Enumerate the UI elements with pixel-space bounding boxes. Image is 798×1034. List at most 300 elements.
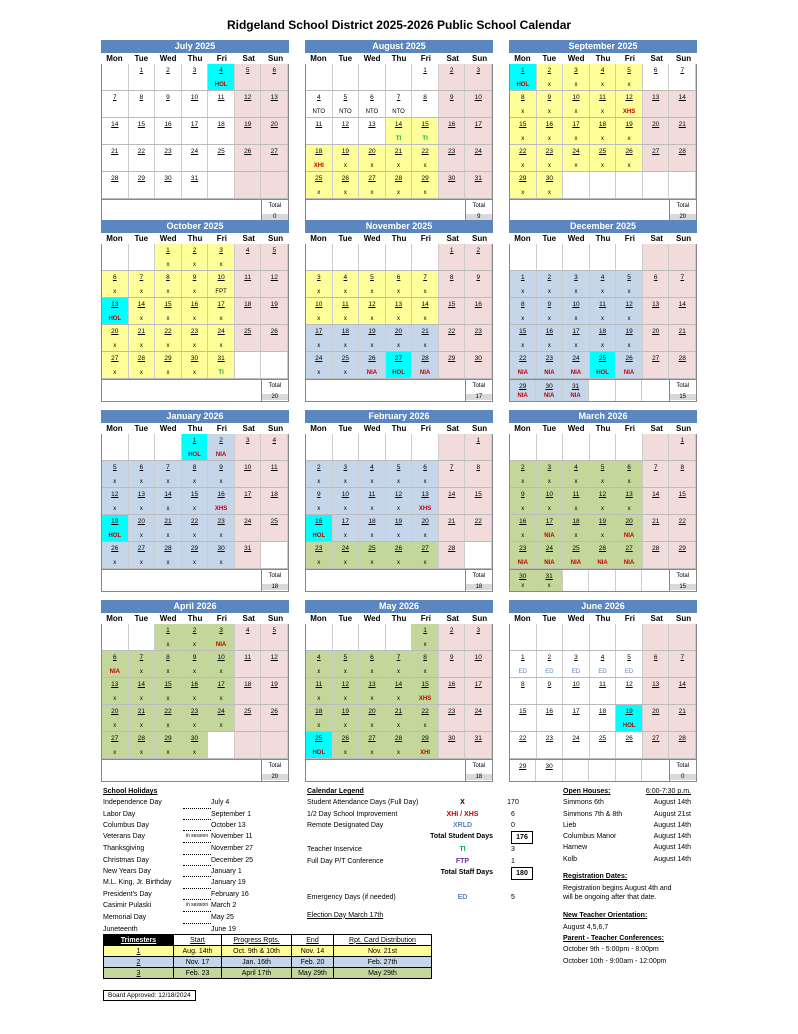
day-cell <box>386 91 413 117</box>
week-row <box>102 488 288 515</box>
day-cell <box>616 298 643 324</box>
day-cell <box>616 705 643 731</box>
day-cell <box>465 244 492 270</box>
day-cell <box>102 651 129 677</box>
trimester-header: Rpt. Card Distribution <box>334 935 432 946</box>
day-cell <box>537 172 564 198</box>
holiday-name: New Years Day <box>103 868 151 876</box>
day-cell <box>235 352 262 378</box>
day-cell <box>412 678 439 704</box>
day-number: 21 <box>678 328 686 335</box>
holiday-date: October 13 <box>211 821 246 829</box>
day-code: ED <box>518 669 527 675</box>
holiday-row <box>103 820 263 831</box>
day-cell <box>669 651 696 677</box>
holidays-heading: School Holidays <box>103 788 158 795</box>
day-number: 2 <box>547 274 552 281</box>
school-name: Kolb <box>563 855 578 863</box>
day-code: x <box>343 190 347 196</box>
day-number: 8 <box>423 94 427 101</box>
day-number: 10 <box>217 654 225 661</box>
day-cell <box>235 91 262 117</box>
month-header: May 2026 <box>305 600 493 613</box>
day-number: 30 <box>164 175 172 182</box>
legend-row <box>307 856 547 867</box>
day-code: x <box>423 163 427 169</box>
dow-label: Sun <box>472 614 488 623</box>
day-number: 1 <box>192 437 197 444</box>
day-code: x <box>139 723 143 729</box>
day-cell <box>537 325 564 351</box>
day-cell <box>643 434 670 460</box>
day-cell <box>669 325 696 351</box>
day-code: x <box>370 479 374 485</box>
day-code: x <box>139 696 143 702</box>
day-code: x <box>397 479 401 485</box>
dow-label: Thu <box>391 424 407 433</box>
dow-label: Sat <box>446 54 459 63</box>
day-number: 30 <box>448 175 456 182</box>
legend-row <box>307 820 547 831</box>
day-cell <box>510 352 537 378</box>
day-cell <box>465 325 492 351</box>
day-code: x <box>397 723 401 729</box>
day-cell <box>510 118 537 144</box>
holiday-note <box>183 797 211 808</box>
day-number: 9 <box>316 491 321 498</box>
day-cell <box>306 325 333 351</box>
day-cell <box>412 651 439 677</box>
day-code: NIA <box>544 533 555 539</box>
day-cell <box>510 515 537 541</box>
day-code: x <box>547 479 551 485</box>
day-number: 14 <box>678 301 686 308</box>
day-cell <box>155 244 182 270</box>
day-cell <box>261 732 288 758</box>
day-number: 26 <box>341 175 349 182</box>
legend-label: Total Student Days <box>430 833 493 841</box>
legend-label: 1/2 Day School Improvement <box>307 810 398 818</box>
day-code: NIA <box>215 642 227 648</box>
dow-label: Fri <box>624 614 635 623</box>
day-number: 17 <box>572 328 580 335</box>
legend-code: ED <box>457 894 468 902</box>
day-number: 25 <box>270 518 278 525</box>
day-number: 23 <box>217 518 225 525</box>
day-code: x <box>193 506 197 512</box>
day-code: x <box>574 479 578 485</box>
day-number: 24 <box>545 545 553 552</box>
day-number: 13 <box>625 491 633 498</box>
total-label: Total <box>676 763 690 769</box>
day-number: 27 <box>368 175 376 182</box>
day-cell <box>465 271 492 297</box>
day-code: NIA <box>570 393 581 399</box>
day-cell <box>669 118 696 144</box>
day-code: x <box>193 316 197 322</box>
day-cell <box>359 64 386 90</box>
day-number: 22 <box>519 355 527 362</box>
open-houses <box>563 786 691 967</box>
day-cell <box>235 732 262 758</box>
day-code: x <box>219 316 223 322</box>
day-number: 25 <box>598 735 607 742</box>
day-cell <box>386 271 413 297</box>
total-value: 0 <box>670 774 696 780</box>
day-cell <box>412 542 439 568</box>
trimester-cell: Aug. 14th <box>174 946 222 957</box>
dow-label: Sun <box>676 54 692 63</box>
day-number: 30 <box>545 175 553 182</box>
legend-row <box>307 809 547 820</box>
day-cell <box>333 271 360 297</box>
day-cell <box>359 271 386 297</box>
day-cell <box>129 145 156 171</box>
week-row <box>306 678 492 705</box>
dow-label: Wed <box>159 424 177 433</box>
day-code: x <box>219 696 223 702</box>
day-code: x <box>601 163 605 169</box>
day-cell <box>208 488 235 514</box>
day-cell <box>155 651 182 677</box>
dow-label: Sat <box>650 234 663 243</box>
dow-label: Thu <box>187 54 203 63</box>
day-code: NIA <box>215 452 227 458</box>
day-number: 1 <box>520 654 525 661</box>
day-number: 9 <box>476 274 481 281</box>
holiday-note <box>183 820 211 831</box>
week-row <box>306 244 492 271</box>
day-cell <box>261 705 288 731</box>
day-number: 8 <box>166 654 170 661</box>
month-8 <box>509 410 697 592</box>
day-cell <box>590 244 617 270</box>
day-cell <box>386 624 413 650</box>
dow-label: Thu <box>391 234 407 243</box>
dow-label: Sun <box>268 234 284 243</box>
day-cell <box>563 298 590 324</box>
day-code: x <box>193 289 197 295</box>
day-cell <box>563 624 590 650</box>
day-code: x <box>397 316 401 322</box>
day-code: HOL <box>622 723 636 729</box>
dow-label: Mon <box>310 54 327 63</box>
day-cell <box>235 434 262 460</box>
day-number: 7 <box>423 274 427 281</box>
day-number: 8 <box>476 464 481 471</box>
day-code: x <box>113 343 117 349</box>
day-cell <box>359 624 386 650</box>
day-cell <box>590 145 617 171</box>
day-number: 26 <box>625 735 633 742</box>
day-cell <box>182 325 209 351</box>
day-cell <box>102 488 129 514</box>
day-number: 20 <box>111 708 119 715</box>
day-cell <box>261 325 288 351</box>
week-row <box>510 244 696 271</box>
day-number: 4 <box>600 67 605 74</box>
total-value: 18 <box>466 584 492 590</box>
day-cell <box>563 64 590 90</box>
total-label: Total <box>676 573 690 579</box>
day-number: 23 <box>474 328 482 335</box>
holiday-date: March 2 <box>211 901 237 909</box>
day-cell <box>208 325 235 351</box>
dow-label: Tue <box>542 614 557 623</box>
day-cell <box>102 624 129 650</box>
day-code: x <box>193 533 197 539</box>
day-number: 4 <box>370 464 374 471</box>
day-cell <box>669 91 696 117</box>
day-number: 20 <box>625 518 633 525</box>
open-house-row <box>563 831 691 842</box>
day-number: 7 <box>680 274 685 281</box>
day-number: 15 <box>474 491 482 498</box>
day-number: 27 <box>111 735 119 742</box>
day-code: x <box>219 533 223 539</box>
week-row <box>510 542 696 569</box>
day-number: 2 <box>316 464 321 471</box>
day-code: x <box>219 560 223 566</box>
day-number: 16 <box>474 301 482 308</box>
day-cell <box>155 145 182 171</box>
day-number: 22 <box>421 708 429 715</box>
day-code: HOL <box>392 370 405 376</box>
day-number: 8 <box>192 464 197 471</box>
dow-label: Thu <box>391 614 407 623</box>
day-number: 16 <box>448 121 456 128</box>
day-number: 28 <box>137 355 145 362</box>
day-cell <box>386 678 413 704</box>
dow-label: Fri <box>216 234 227 243</box>
day-code: x <box>166 533 170 539</box>
day-number: 3 <box>476 627 481 634</box>
day-cell <box>306 488 333 514</box>
week-row <box>102 515 288 542</box>
day-code: x <box>423 479 427 485</box>
day-cell <box>669 352 696 378</box>
day-cell <box>412 298 439 324</box>
day-cell <box>563 570 589 591</box>
day-cell <box>563 91 590 117</box>
day-cell <box>465 515 492 541</box>
day-number: 9 <box>520 491 525 498</box>
dow-label: Sun <box>472 424 488 433</box>
day-code: x <box>397 696 401 702</box>
day-number: 19 <box>625 121 633 128</box>
day-cell <box>590 624 617 650</box>
day-number: 4 <box>343 274 348 281</box>
day-cell <box>155 64 182 90</box>
day-number: 5 <box>370 274 374 281</box>
week-row-total <box>102 379 288 402</box>
day-code: x <box>219 343 223 349</box>
day-cell <box>359 461 386 487</box>
conferences-line1: October 9th - 5:00pm - 8:00pm <box>563 946 659 954</box>
month-header: July 2025 <box>101 40 289 53</box>
day-number: 9 <box>449 654 454 661</box>
day-cell <box>616 352 643 378</box>
month-0 <box>101 40 289 222</box>
day-cell <box>359 705 386 731</box>
trimester-cell: 3 <box>104 968 174 979</box>
day-code: NIA <box>517 393 528 399</box>
day-number: 2 <box>547 654 552 661</box>
day-number: 15 <box>164 301 172 308</box>
day-cell <box>306 172 333 198</box>
week-row <box>102 118 288 145</box>
day-cell <box>465 651 492 677</box>
day-cell <box>439 325 466 351</box>
month-10 <box>305 600 493 782</box>
day-cell <box>563 678 590 704</box>
week-row <box>102 298 288 325</box>
dow-label: Mon <box>106 424 123 433</box>
day-cell <box>537 678 564 704</box>
day-code: x <box>317 343 321 349</box>
day-code: x <box>601 136 605 142</box>
day-code: x <box>521 583 525 589</box>
day-number: 1 <box>423 67 427 74</box>
day-cell <box>590 298 617 324</box>
holiday-row <box>103 877 263 888</box>
total-label: Total <box>472 383 486 389</box>
day-cell <box>439 352 466 378</box>
day-cell <box>510 760 536 781</box>
week-row <box>102 145 288 172</box>
day-cell <box>643 172 670 198</box>
dow-label: Sun <box>268 614 284 623</box>
day-number: 12 <box>394 491 403 498</box>
week-row <box>102 461 288 488</box>
day-cell <box>235 271 262 297</box>
week-row-total <box>510 569 696 592</box>
dow-label: Sat <box>242 234 255 243</box>
day-code: x <box>343 696 347 702</box>
day-number: 17 <box>190 121 199 128</box>
day-cell <box>669 624 696 650</box>
day-number: 23 <box>190 328 199 335</box>
day-code: x <box>397 190 401 196</box>
day-cell <box>465 461 492 487</box>
day-code: x <box>370 750 374 756</box>
day-number: 17 <box>217 681 225 688</box>
day-cell <box>386 64 413 90</box>
day-cell <box>590 515 617 541</box>
day-number: 18 <box>598 328 607 335</box>
day-cell <box>510 542 537 568</box>
day-code: x <box>166 316 170 322</box>
dow-label: Mon <box>514 54 531 63</box>
day-cell <box>616 651 643 677</box>
day-cell <box>306 298 333 324</box>
day-code: x <box>166 506 170 512</box>
day-cell <box>129 488 156 514</box>
registration-text1: Registration begins August 4th and <box>563 885 672 893</box>
day-cell <box>537 434 564 460</box>
holiday-note <box>183 889 211 900</box>
day-number: 9 <box>192 274 197 281</box>
day-code: x <box>627 82 631 88</box>
week-row-total <box>306 379 492 402</box>
dow-label: Tue <box>542 424 557 433</box>
trimester-cell: May 29th <box>292 968 334 979</box>
day-number: 18 <box>270 491 278 498</box>
day-number: 8 <box>423 654 427 661</box>
day-code: x <box>521 109 525 115</box>
month-header: September 2025 <box>509 40 697 53</box>
day-code: x <box>521 289 525 295</box>
week-row <box>510 64 696 91</box>
page-title: Ridgeland School District 2025-2026 Public School Calendar <box>226 18 572 32</box>
day-number: 23 <box>545 735 553 742</box>
day-cell <box>208 732 235 758</box>
day-cell <box>261 488 288 514</box>
day-cell <box>129 244 156 270</box>
day-number: 7 <box>653 464 658 471</box>
day-number: 29 <box>519 383 527 390</box>
day-number: 22 <box>678 518 686 525</box>
day-cell <box>306 434 333 460</box>
day-cell <box>102 172 129 198</box>
trimester-header: Start <box>174 935 222 946</box>
week-row <box>102 244 288 271</box>
day-cell <box>359 515 386 541</box>
total-value: 0 <box>262 214 288 220</box>
day-code: NTO <box>392 109 405 115</box>
day-number: 26 <box>368 355 376 362</box>
dow-label: Sat <box>446 234 459 243</box>
holiday-row <box>103 900 263 912</box>
day-cell <box>306 624 333 650</box>
day-cell <box>359 678 386 704</box>
day-number: 11 <box>599 301 606 308</box>
day-number: 18 <box>217 121 225 128</box>
day-number: 20 <box>368 708 376 715</box>
day-cell <box>510 624 537 650</box>
day-cell <box>333 298 360 324</box>
day-number: 10 <box>572 94 580 101</box>
day-number: 5 <box>627 274 631 281</box>
day-number: 30 <box>545 383 553 390</box>
day-code: x <box>423 533 427 539</box>
day-code: x <box>547 82 551 88</box>
day-code: x <box>317 560 321 566</box>
day-code: x <box>370 163 374 169</box>
day-cell <box>563 542 590 568</box>
day-cell <box>439 298 466 324</box>
legend-row <box>307 831 547 844</box>
day-number: 16 <box>190 301 199 308</box>
day-number: 10 <box>572 681 580 688</box>
day-number: 9 <box>219 464 223 471</box>
day-cell <box>465 172 492 198</box>
day-code: x <box>166 669 170 675</box>
day-cell <box>129 325 156 351</box>
day-number: 8 <box>520 681 525 688</box>
day-number: 3 <box>219 247 223 254</box>
day-number: 13 <box>652 301 660 308</box>
day-cell <box>669 705 696 731</box>
day-cell <box>563 352 590 378</box>
day-number: 20 <box>394 328 403 335</box>
day-code: x <box>343 163 347 169</box>
day-cell <box>510 298 537 324</box>
day-cell <box>306 145 333 171</box>
day-cell <box>359 244 386 270</box>
day-cell <box>386 515 413 541</box>
week-row <box>306 298 492 325</box>
